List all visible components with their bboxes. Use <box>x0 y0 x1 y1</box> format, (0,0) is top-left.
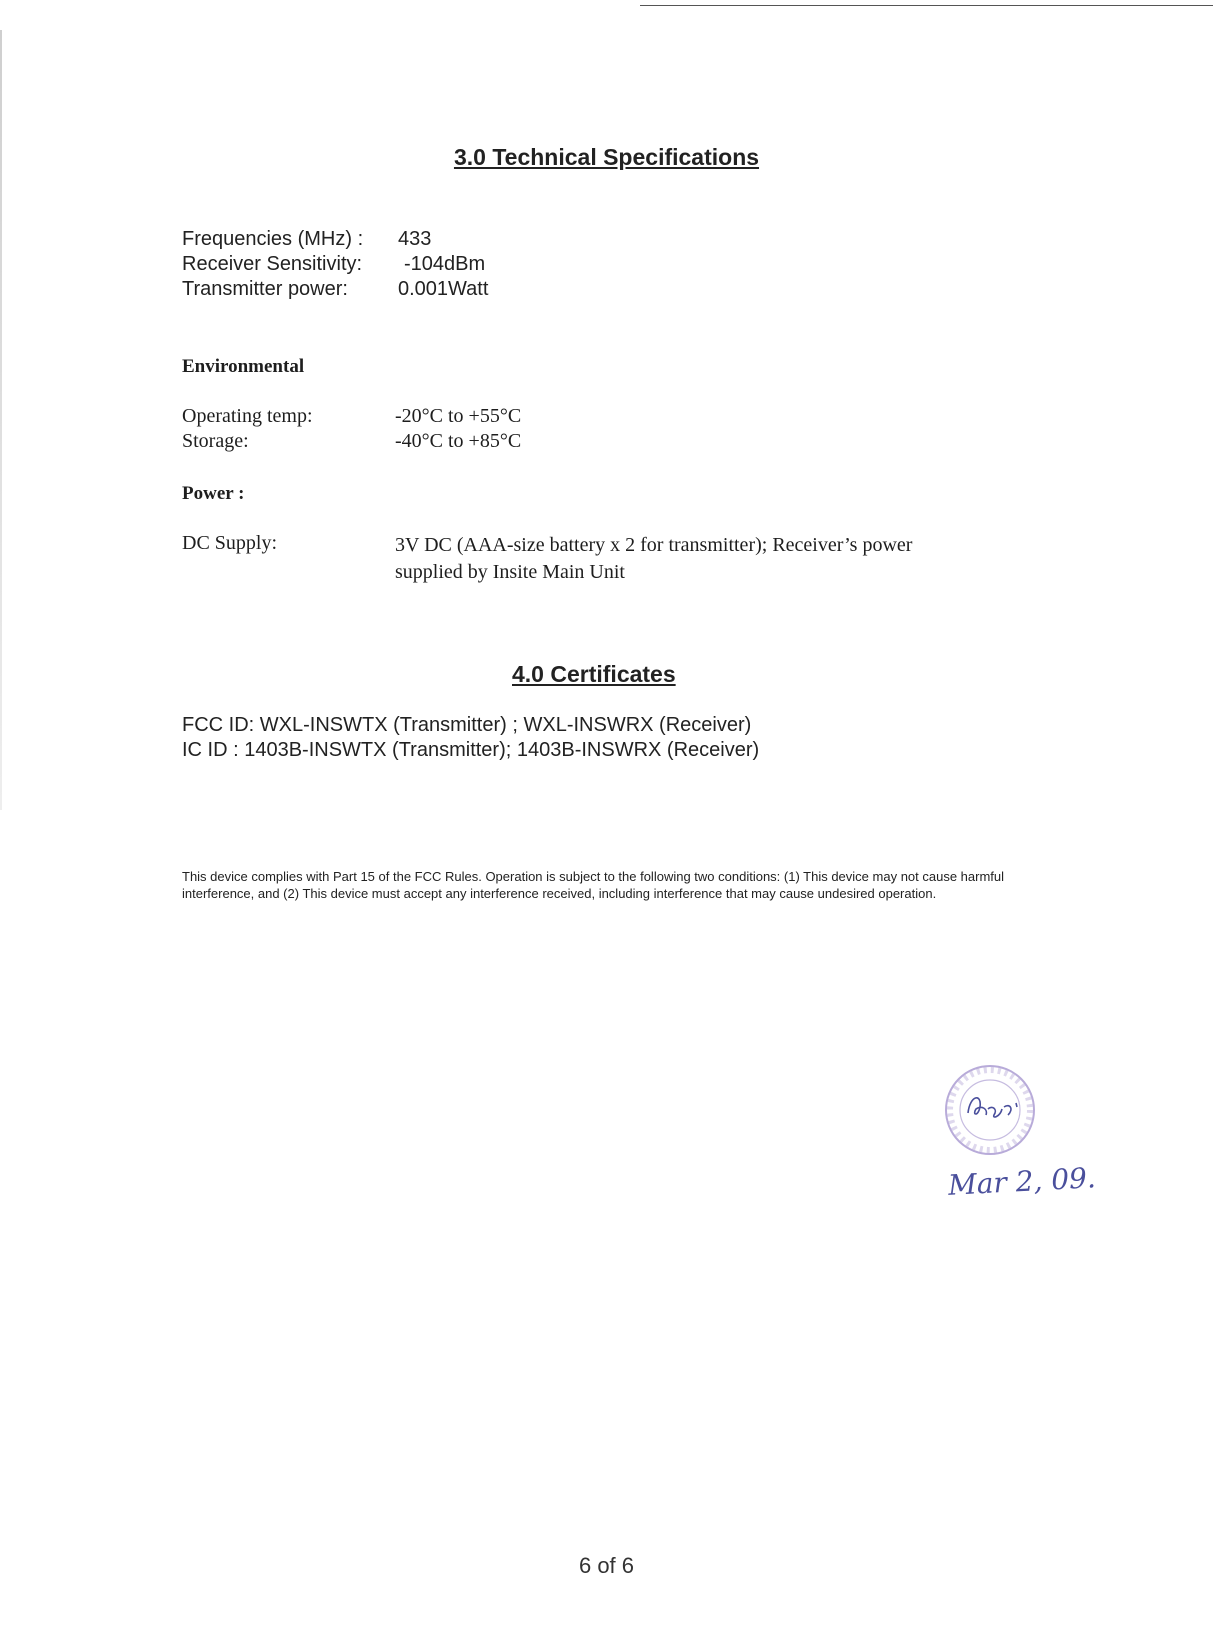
signature-stamp <box>930 1065 1100 1215</box>
spec-label: Receiver Sensitivity: <box>182 253 363 275</box>
power-label: DC Supply: <box>182 532 278 554</box>
fcc-compliance-note: This device complies with Part 15 of the FCC Rules. Operation is subject to the following two conditions: (1) This device may not cause harmful interference, and (2) This device must accept any interference received, including interference that may cause undesired operation. <box>182 869 1005 901</box>
spec-label: Frequencies (MHz) : <box>182 228 364 250</box>
signature-date: Mar 2, 09. <box>947 1161 1097 1202</box>
spec-label: Transmitter power: <box>182 278 348 300</box>
env-label: Storage: <box>182 430 249 452</box>
env-label: Operating temp: <box>182 405 313 427</box>
top-edge-rule <box>640 5 1213 6</box>
power-value-line-1: 3V DC (AAA-size battery x 2 for transmitter); Receiver’s power <box>395 534 913 556</box>
power-value-line-2: supplied by Insite Main Unit <box>395 561 625 583</box>
spec-value: 0.001Watt <box>398 278 489 300</box>
technical-specifications-heading: 3.0 Technical Specifications <box>453 144 760 170</box>
environmental-heading: Environmental <box>182 356 305 377</box>
spec-value: 433 <box>398 228 432 250</box>
certificates-heading: 4.0 Certificates <box>512 661 676 687</box>
fcc-id-line: FCC ID: WXL-INSWTX (Transmitter) ; WXL-INSWRX (Receiver) <box>182 714 752 736</box>
spec-value: -104dBm <box>404 253 486 275</box>
page-number: 6 of 6 <box>578 1553 635 1578</box>
ic-id-line: IC ID : 1403B-INSWTX (Transmitter); 1403B-INSWRX (Receiver) <box>182 739 760 761</box>
power-heading: Power : <box>182 483 245 504</box>
env-value: -20°C to +55°C <box>395 405 522 427</box>
env-value: -40°C to +85°C <box>395 430 522 452</box>
power-value <box>395 532 995 586</box>
